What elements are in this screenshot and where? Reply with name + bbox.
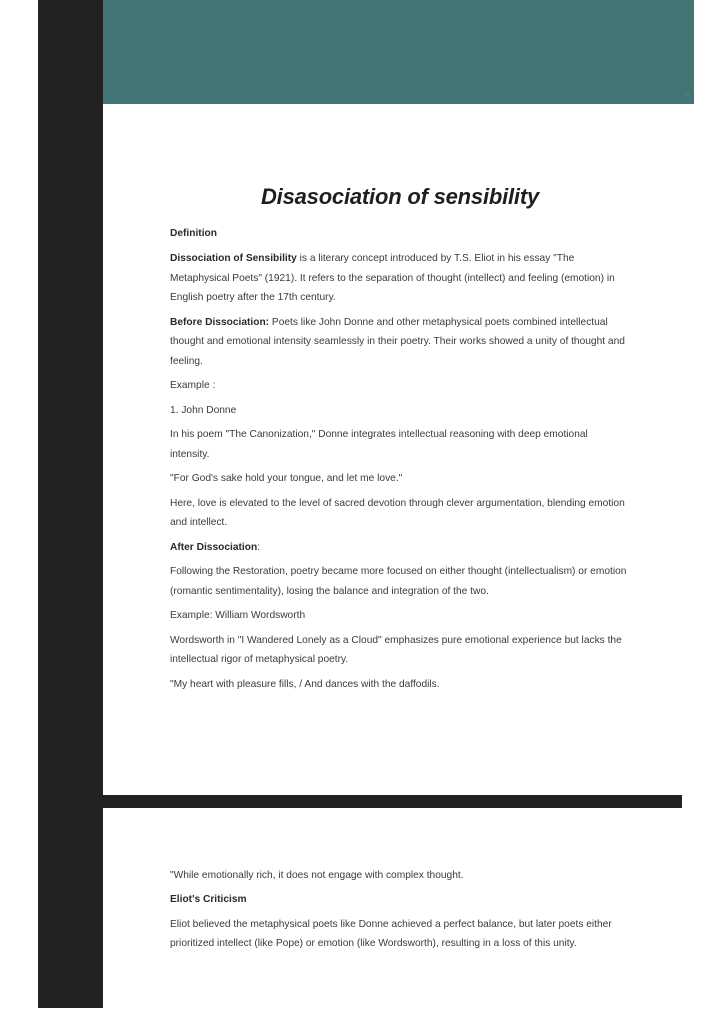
example2-paragraph: [170, 606, 630, 626]
page-1: [103, 0, 694, 795]
example-label: Example :: [170, 380, 216, 391]
after-paragraph-heading: [170, 538, 630, 558]
document-title: Disasociation of sensibility: [260, 184, 540, 209]
wordsworth-quote: "My heart with pleasure fills, / And dances with the daffodils.: [170, 678, 440, 690]
definition-term: Dissociation of Sensibility: [170, 253, 297, 264]
definition-heading: Definition: [170, 228, 217, 239]
page2-quote-end: "While emotionally rich, it does not engage with complex thought.: [170, 870, 464, 881]
page-1-content: [170, 178, 630, 699]
after-colon: :: [257, 541, 261, 553]
definition-paragraph: [170, 249, 630, 308]
banner-mark-icon: ▫: [686, 91, 689, 100]
wordsworth-text: Wordsworth in "I Wandered Lonely as a Cloud" emphasizes pure emotional experience but lacks the intellectual rigor of metaphysical poetry.: [170, 634, 622, 665]
donne-item: 1. John Donne: [170, 404, 237, 416]
after-label: After Dissociation: [170, 541, 258, 553]
example2-label: Example:: [170, 610, 213, 621]
criticism-heading: Eliot's Criticism: [170, 893, 247, 905]
before-paragraph: [170, 313, 630, 372]
page-2-content: [170, 866, 630, 959]
donne-text: In his poem "The Canonization," Donne integrates intellectual reasoning with deep emotional intensity.: [170, 429, 588, 460]
before-text: Poets like John Donne and other metaphysical poets combined intellectual thought and emotional intensity seamlessly in their poetry. Their works showed a unity of thought and feeling.: [170, 316, 625, 367]
criticism-text: Eliot believed the metaphysical poets like Donne achieved a perfect balance, but later poets either prioritized intellect (like Pope) or emotion (like Wordsworth), resulting in a loss of this unity.: [170, 918, 612, 949]
donne-quote: "For God's sake hold your tongue, and let me love.": [170, 473, 403, 484]
after-text: Following the Restoration, poetry became more focused on either thought (intellectualism) or emotion (romantic sentimentality), losing the balance and integration of the two.: [170, 566, 627, 597]
page-2: [103, 808, 694, 1008]
header-banner: [103, 0, 694, 104]
before-label: Before Dissociation:: [170, 316, 270, 328]
donne-comment: Here, love is elevated to the level of sacred devotion through clever argumentation, blending emotion and intellect.: [170, 497, 625, 528]
example2-value: William Wordsworth: [212, 610, 306, 621]
definition-text: is a literary concept introduced by T.S. Eliot in his essay "The Metaphysical Poets" (1921). It refers to the separation of thought (intellect) and feeling (emotion) in English poetry after the 17th century.: [170, 253, 615, 303]
document-viewer: [38, 0, 689, 1008]
